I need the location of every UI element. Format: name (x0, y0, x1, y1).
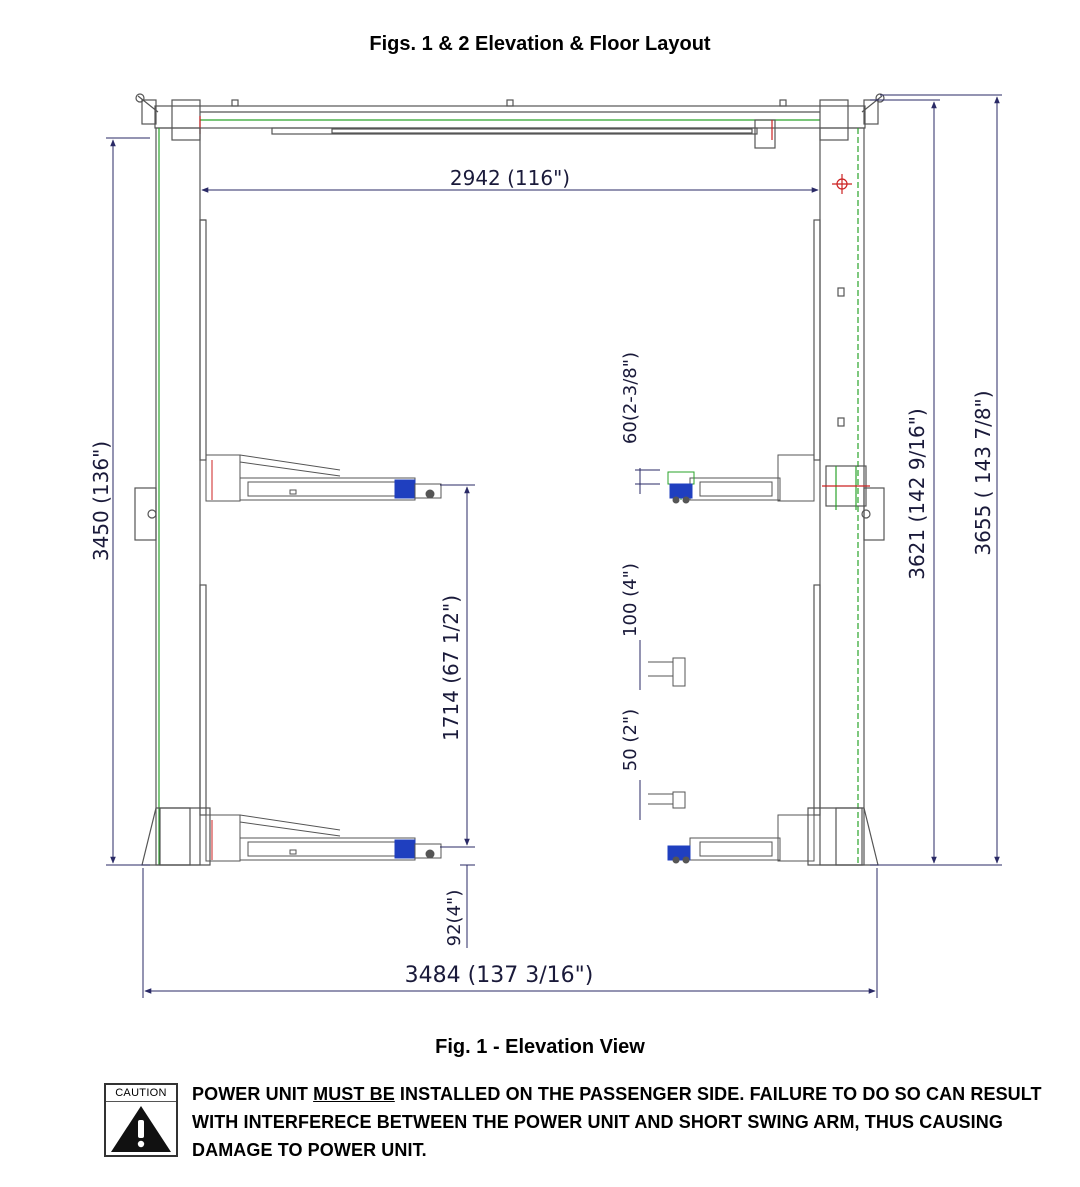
caution-text-post: INSTALLED ON THE PASSENGER SIDE. FAILURE TO DO SO CAN RESULT WITH INTERFERECE BETWEEN THE POWER UNIT AND SHORT SWING ARM, THUS CAUSING DAMAGE TO POWER UNIT. (192, 1084, 1042, 1160)
dim-base-height: 92(4") (444, 889, 465, 947)
right-lower-arm (668, 815, 814, 863)
dimension-lines (106, 95, 1002, 998)
caution-label: CAUTION (106, 1085, 176, 1102)
dim-adapter-60: 60(2-3/8") (620, 351, 641, 445)
height-adapters (648, 658, 685, 808)
dim-inner-width: 2942 (116") (449, 166, 571, 190)
dim-column-height-left: 3450 (136") (89, 440, 113, 562)
left-upper-arm (206, 455, 441, 501)
warning-triangle-icon (109, 1104, 173, 1154)
dim-pad-height: 1714 (67 1/2") (439, 594, 463, 742)
left-column (135, 128, 210, 865)
figure-caption: Fig. 1 - Elevation View (435, 1036, 645, 1058)
right-column (808, 128, 884, 865)
dim-height-3621: 3621 (142 9/16") (905, 408, 929, 580)
caution-text (192, 1080, 1052, 1164)
caution-text-pre: POWER UNIT (192, 1084, 314, 1104)
left-lower-arm (206, 815, 441, 861)
caution-text-emphasis: MUST BE (313, 1084, 395, 1104)
caution-sign (104, 1083, 178, 1157)
figure-title: Figs. 1 & 2 Elevation & Floor Layout (369, 33, 711, 55)
dim-height-3655: 3655 ( 143 7/8") (971, 390, 995, 556)
overhead-crossbar (136, 94, 884, 148)
right-upper-arm (668, 455, 814, 503)
dim-overall-width: 3484 (137 3/16") (404, 963, 594, 988)
dim-adapter-100: 100 (4") (620, 563, 641, 637)
dim-adapter-50: 50 (2") (620, 708, 641, 772)
